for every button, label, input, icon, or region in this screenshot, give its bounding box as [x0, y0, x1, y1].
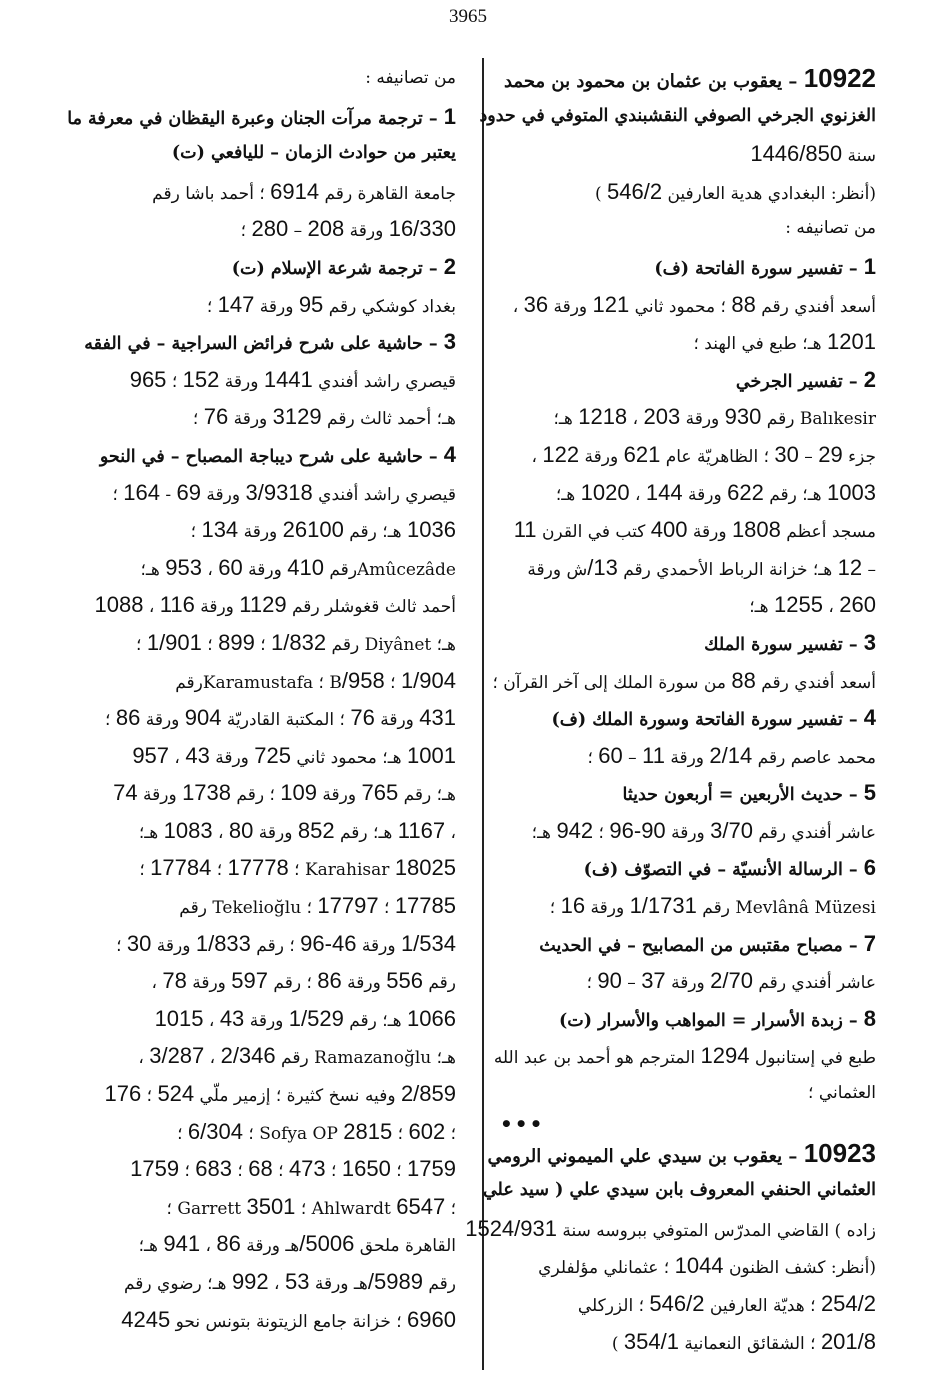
text-line: طبع في إستانبول 1294 المترجم هو أحمد بن عبد الله: [493, 1043, 876, 1069]
separator-dots: •••: [500, 1111, 545, 1136]
text-line: 7 – مصباح مقتبس من المصابيح – في الحديث: [539, 930, 876, 956]
text-line: من تصانيفه :: [365, 68, 456, 88]
text-line: 431 ورقة 76 ؛ المكتبة القادريّة 904 ورقة 86 ؛: [105, 705, 456, 731]
text-line: هـ؛ أحمد ثالث رقم 3129 ورقة 76 ؛: [192, 404, 456, 430]
text-line: من تصانيفه :: [785, 218, 876, 239]
text-line: مسجد أعظم 1808 ورقة 400 كتب في القرن 11: [513, 517, 876, 543]
text-line: 16/330 ورقة 208 – 280 ؛: [240, 216, 456, 242]
text-line: 1036 هـ؛ رقم 26100 ورقة 134 ؛: [190, 517, 456, 543]
text-line: 4 – تفسير سورة الفاتحة وسورة الملك (ف): [551, 705, 876, 731]
text-line: 4 – حاشية على شرح ديباجة المصباح – في النحو: [99, 441, 456, 467]
text-line: رقم 556 ورقة 86 ؛ رقم 597 ورقة 78 ،: [151, 968, 456, 994]
text-line: 10922 – يعقوب بن عثمان بن محمود بن محمد: [503, 63, 876, 93]
text-line: زاده ) القاضي المدرّس المتوفي ببروسه سنة 1524/931: [465, 1215, 876, 1241]
text-line: عاشر أفندي رقم 3/70 ورقة 90-96 ؛ 942 هـ؛: [531, 817, 876, 843]
text-line: يعتبر من حوادث الزمان – لليافعي (ت): [171, 143, 456, 164]
text-line: 201/8 ؛ الشقائق النعمانية 354/1 ): [611, 1328, 876, 1354]
text-line: (أنظر: كشف الظنون 1044 ؛ عثمانلي مؤلفلري: [538, 1253, 876, 1279]
text-line: 17785 ؛ 17797 ؛ Tekelioğlu رقم: [179, 893, 456, 919]
text-line: 1 – ترجمة مرآت الجنان وعبرة اليقظان في معرفة ما: [67, 103, 456, 129]
text-line: ؛ Ahlwardt 6547 ؛ Garrett 3501 ؛: [166, 1193, 456, 1219]
text-line: (أنظر: البغدادي هدية العارفين 546/2 ): [594, 178, 876, 204]
text-line: 254/2 ؛ هديّة العارفين 546/2 ؛ الزركلي: [577, 1291, 876, 1316]
text-line: 260 ، 1255 هـ؛: [749, 592, 876, 618]
text-line: قيصري راشد أفندي 3/9318 ورقة 69 - 164 ؛: [112, 479, 456, 505]
text-line: جزء 29 – 30 ؛ الظاهريّة عام 621 ورقة 122 ،: [531, 441, 876, 467]
text-line: 6960 ؛ خزانة جامع الزيتونة بتونس نحو 4245: [121, 1306, 456, 1332]
text-line: سنة 1446/850: [750, 141, 876, 167]
text-line: ، 1167 هـ؛ رقم 852 ورقة 80 ، 1083 هـ؛: [138, 817, 456, 843]
text-line: 1/534 ورقة 46-96 ؛ رقم 1/833 ورقة 30 ؛: [116, 930, 456, 956]
text-line: جامعة القاهرة رقم 6914 ؛ أحمد باشا رقم: [152, 178, 456, 204]
text-line: قيصري راشد أفندي 1441 ورقة 152 ؛ 965: [129, 366, 456, 392]
text-line: أسعد أفندي رقم 88 من سورة الملك إلى آخر القرآن ؛: [492, 667, 876, 693]
text-line: 2 – ترجمة شرعة الإسلام (ت): [231, 253, 456, 279]
text-line: 1201 هـ؛ طبع في الهند ؛: [693, 329, 876, 355]
right-column: [465, 60, 876, 1360]
text-line: 2/859 وفيه نسخ كثيرة ؛ إزمير ملّي 524 ؛ 176: [104, 1081, 456, 1107]
text-line: 1/904 ؛ 958/B ؛ Karamustafaرقم: [175, 667, 456, 693]
text-line: 2 – تفسير الجرخي: [735, 366, 876, 392]
text-line: هـ؛ رقم 765 ورقة 109 ؛ رقم 1738 ورقة 74: [113, 780, 456, 806]
page-number: 3965: [449, 6, 487, 27]
text-line: العثماني الحنفي المعروف بابن سيدي علي ( سيد علي: [482, 1180, 876, 1201]
text-line: القاهرة ملحق 5006/هـ ورقة 86 ، 941 هـ؛: [138, 1231, 456, 1257]
text-line: 3 – تفسير سورة الملك: [704, 629, 876, 655]
text-line: Mevlânâ Müzesi رقم 1/1731 ورقة 16 ؛: [549, 893, 876, 919]
text-line: 1066 هـ؛ رقم 1/529 ورقة 43 ، 1015: [154, 1005, 456, 1031]
text-line: 6 – الرسالة الأنسيّة – في التصوّف (ف): [583, 855, 876, 881]
text-line: 1 – تفسير سورة الفاتحة (ف): [654, 253, 876, 279]
text-line: أسعد أفندي رقم 88 ؛ محمود ثاني 121 ورقة 36 ،: [512, 291, 876, 317]
text-line: 1001 هـ؛ محمود ثاني 725 ورقة 43 ، 957: [132, 742, 456, 768]
left-column: [67, 60, 456, 1338]
text-line: الغزنوي الجرخي الصوفي النقشبندي المتوفي في حدود: [479, 105, 876, 126]
text-line: أحمد ثالث قغوشلر رقم 1129 ورقة 116 ، 1088: [94, 592, 456, 618]
text-line: 10923 – يعقوب بن سيدي علي الميموني الرومي: [487, 1137, 876, 1168]
text-line: هـ؛ Ramazanoğlu رقم 2/346 ، 3/287 ،: [138, 1043, 456, 1069]
text-line: 1003 هـ؛ رقم 622 ورقة 144 ، 1020 هـ؛: [555, 479, 876, 505]
text-line: Karahisar 18025 ؛ 17778 ؛ 17784 ؛: [139, 855, 456, 881]
text-line: Amûcezâdeرقم 410 ورقة 60 ، 953 هـ؛: [140, 554, 456, 580]
text-line: بغداد كوشكي رقم 95 ورقة 147 ؛: [206, 291, 456, 317]
text-line: محمد عاصم رقم 2/14 ورقة 11 – 60 ؛: [587, 742, 876, 768]
text-line: Balıkesir رقم 930 ورقة 203 ، 1218 هـ؛: [553, 404, 876, 430]
text-line: رقم 5989/هـ ورقة 53 ، 992 هـ؛ رضوي رقم: [123, 1269, 456, 1294]
text-line: – 12 هـ؛ خزانة الرباط الأحمدي رقم 13/ش ورقة: [527, 554, 876, 580]
text-line: 3 – حاشية على شرح فرائض السراجية – في الفقه: [84, 329, 456, 355]
text-line: ؛ 602 ؛ Sofya OP 2815 ؛ 6/304 ؛: [177, 1118, 456, 1144]
text-line: 8 – زبدة الأسرار = المواهب والأسرار (ت): [558, 1005, 876, 1031]
text-line: العثماني ؛: [808, 1083, 876, 1104]
text-line: هـ؛ Diyânet رقم 1/832 ؛ 899 ؛ 1/901 ؛: [136, 629, 456, 655]
text-line: 1759 ؛ 1650 ؛ 473 ؛ 68 ؛ 683 ؛ 1759: [130, 1156, 456, 1182]
text-line: عاشر أفندي رقم 2/70 ورقة 37 – 90 ؛: [586, 968, 876, 994]
text-line: 5 – حديث الأربعين = أربعون حديثا: [622, 780, 876, 806]
